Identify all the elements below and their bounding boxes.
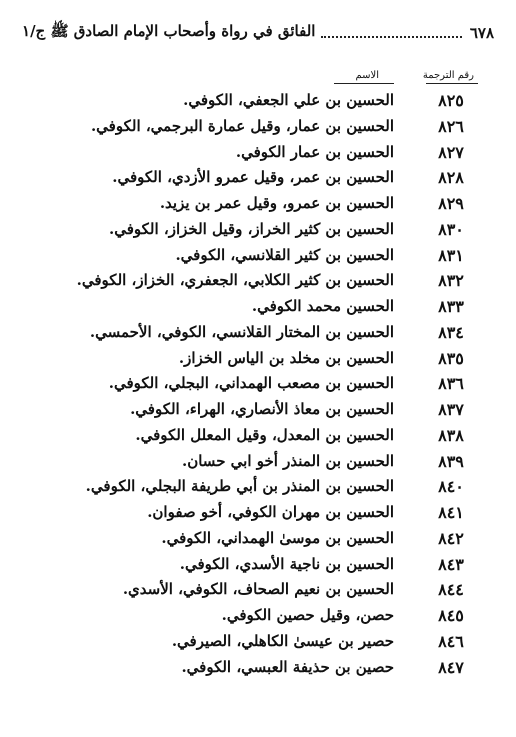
entry-name: الحسين بن مخلد بن الياس الخزاز. — [178, 348, 394, 367]
list-item — [0, 244, 516, 270]
list-item — [0, 115, 516, 141]
list-item — [0, 166, 516, 192]
list-item — [0, 553, 516, 579]
entry-number: ٨٣٩ — [438, 451, 464, 471]
list-item — [0, 372, 516, 398]
entry-number: ٨٤٢ — [438, 528, 464, 548]
list-item — [0, 192, 516, 218]
list-item — [0, 656, 516, 682]
entry-number: ٨٢٨ — [438, 168, 464, 188]
entries-list — [0, 89, 516, 681]
entry-name: الحسين بن مهران الكوفي، أخو صفوان. — [147, 503, 394, 521]
entry-name: الحسين بن كثير الخراز، وقيل الخزاز، الكوفي. — [108, 219, 394, 238]
list-item — [0, 398, 516, 424]
entry-name: الحسين بن علي الجعفي، الكوفي. — [183, 91, 394, 109]
list-item — [0, 527, 516, 553]
entry-name: حصين بن حذيفة العبسي، الكوفي. — [181, 657, 394, 676]
entry-number: ٨٤٦ — [438, 631, 464, 651]
entry-number: ٨٣١ — [438, 245, 464, 265]
entry-number: ٨٤١ — [438, 503, 464, 522]
page-header — [22, 18, 494, 48]
list-item — [0, 578, 516, 604]
entry-name: الحسين بن المختار القلانسي، الكوفي، الأحمسي. — [89, 322, 394, 341]
entry-name: الحسين بن نعيم الصحاف، الكوفي، الأسدي. — [122, 580, 394, 599]
entry-name: الحسين بن كثير الكلابي، الجعفري، الخزاز، الكوفي. — [76, 271, 394, 290]
entry-name: الحسين بن عمار، وقيل عمارة البرجمي، الكوفي. — [90, 116, 394, 135]
entry-number: ٨٢٦ — [438, 116, 464, 136]
list-item — [0, 630, 516, 656]
list-item — [0, 604, 516, 630]
entry-name: الحسين بن ناجية الأسدي، الكوفي. — [179, 554, 394, 573]
column-header-number: رقم الترجمة — [422, 70, 474, 81]
list-item — [0, 321, 516, 347]
entry-number: ٨٤٤ — [438, 580, 464, 600]
entry-name: الحسين بن عمر، وقيل عمرو الأزدي، الكوفي. — [112, 168, 394, 187]
entry-number: ٨٣٣ — [438, 297, 464, 316]
column-header-number-rule — [426, 83, 478, 84]
entry-number: ٨٣٠ — [438, 219, 464, 239]
leader-dots — [321, 36, 461, 38]
list-item — [0, 89, 516, 115]
entry-name: الحسين بن كثير القلانسي، الكوفي. — [175, 245, 394, 264]
entry-number: ٨٣٥ — [438, 348, 464, 368]
entry-number: ٨٣٢ — [438, 271, 464, 291]
running-title: الفائق في رواة وأصحاب الإمام الصادق ﷺ ج/١ — [22, 22, 316, 40]
entry-number: ٨٤٧ — [438, 657, 464, 677]
entry-number: ٨٣٨ — [438, 425, 464, 445]
list-item — [0, 218, 516, 244]
page-number: ٦٧٨ — [469, 24, 494, 42]
entry-number: ٨٤٣ — [438, 554, 464, 574]
column-header-name-rule — [334, 83, 394, 84]
list-item — [0, 141, 516, 167]
entry-number: ٨٤٥ — [438, 606, 464, 625]
list-item — [0, 501, 516, 527]
list-item — [0, 295, 516, 321]
entry-number: ٨٣٤ — [438, 322, 464, 342]
entry-number: ٨٤٠ — [438, 477, 464, 497]
entry-name: الحسين بن عمرو، وقيل عمر بن يزيد. — [159, 194, 394, 212]
list-item — [0, 475, 516, 501]
entry-number: ٨٢٩ — [438, 194, 464, 213]
entry-name: الحسين بن المنذر بن أبي طريفة البجلي، الكوفي. — [85, 477, 394, 496]
entry-name: الحسين بن مصعب الهمداني، البجلي، الكوفي. — [108, 374, 394, 393]
list-item — [0, 347, 516, 373]
entry-name: الحسين بن عمار الكوفي. — [235, 142, 394, 161]
entry-name: الحسين محمد الكوفي. — [251, 297, 394, 315]
entry-name: الحسين بن المنذر أخو ابي حسان. — [182, 451, 394, 470]
entry-name: الحسين بن موسىٰ الهمداني، الكوفي. — [161, 528, 394, 547]
column-header-name: الاسم — [355, 70, 379, 81]
entry-name: الحسين بن المعدل، وقيل المعلل الكوفي. — [135, 425, 394, 444]
list-item — [0, 424, 516, 450]
entry-name: الحسين بن معاذ الأنصاري، الهراء، الكوفي. — [130, 400, 394, 418]
entry-number: ٨٢٥ — [438, 91, 464, 110]
list-item — [0, 269, 516, 295]
entry-name: حصن، وقيل حصين الكوفي. — [221, 606, 394, 624]
entry-number: ٨٣٦ — [438, 374, 464, 394]
list-item — [0, 450, 516, 476]
entry-number: ٨٣٧ — [438, 400, 464, 419]
entry-number: ٨٢٧ — [438, 142, 464, 162]
entry-name: حصير بن عيسىٰ الكاهلي، الصيرفي. — [171, 631, 394, 650]
